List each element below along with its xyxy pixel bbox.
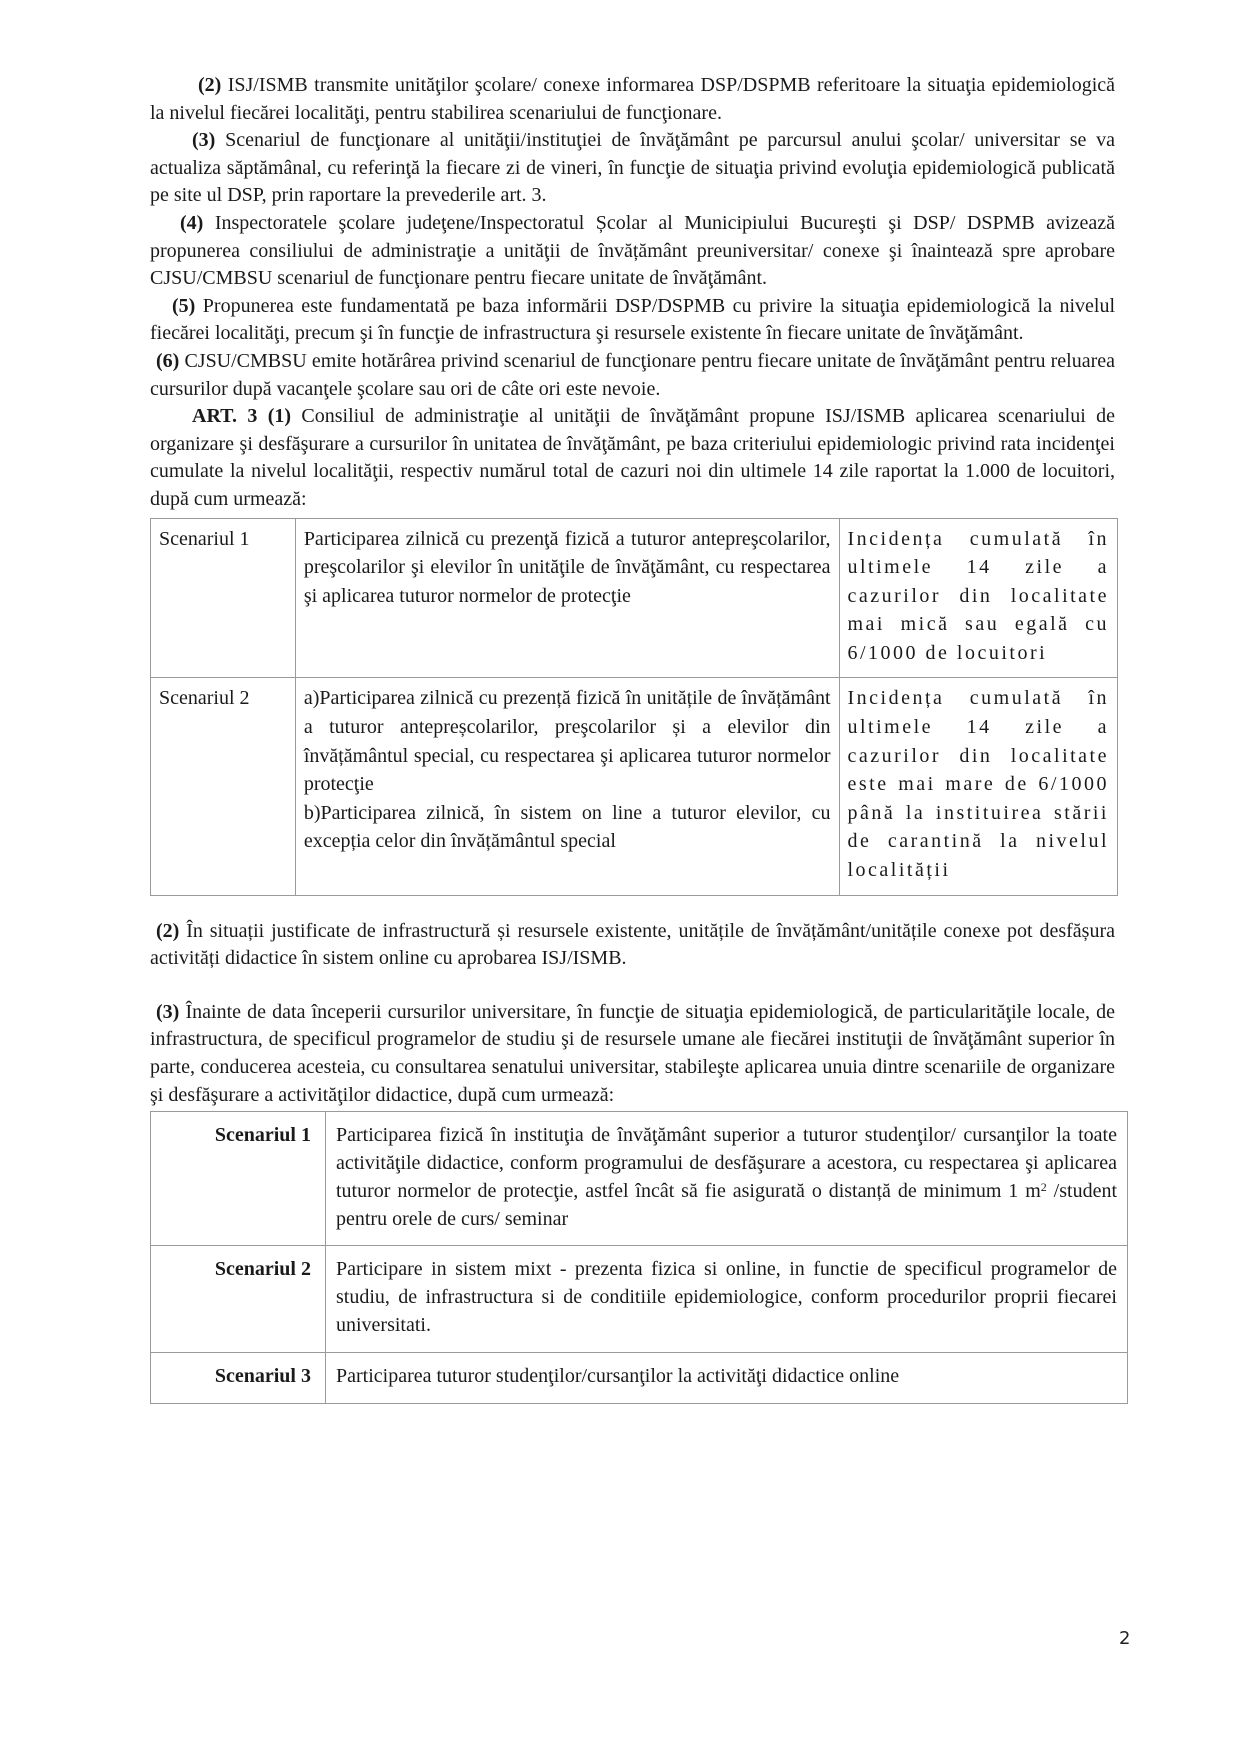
- paragraph-art3-2: [150, 918, 1115, 973]
- scenario-name-cell: Scenariul 2: [151, 1246, 326, 1352]
- paragraph-art2-6: [150, 348, 1115, 403]
- table-row: [151, 518, 1118, 678]
- paragraph-art3-3: [150, 999, 1115, 1109]
- scenario-name-cell: Scenariul 2: [151, 678, 296, 895]
- paragraph-label: (6): [156, 349, 180, 372]
- square-meter-superscript: 2: [1040, 1179, 1047, 1194]
- paragraph-text: CJSU/CMBSU emite hotărârea privind scenariul de funcţionare pentru fiecare unitate de învăţământ pentru reluarea cursurilor după vacanţele şcolare sau ori de câte ori este nevoie.: [150, 349, 1115, 400]
- scenario-description-cell: [295, 678, 839, 895]
- scenario-description-text: Participarea fizică în instituţia de învăţământ superior a tuturor studenţilor/ cursanţilor la toate activităţile didactice, conform programului de desfăşurare a acestora, cu respectarea şi aplicarea tuturor normelor de protecţie, astfel încât să fie asigurată o distanță de minimum 1 m: [336, 1124, 1117, 1202]
- paragraph-label: (5): [172, 294, 196, 317]
- paragraph-label: (2): [156, 919, 180, 942]
- scenario-condition-cell: Incidența cumulată în ultimele 14 zile a cazurilor din localitate este mai mare de 6/1000 până la instituirea stării de carantină la nivelul localității: [839, 678, 1118, 895]
- scenario-description-text: /student pentru orele de curs/ seminar: [336, 1179, 1117, 1230]
- paragraph-text: Scenariul de funcţionare al unităţii/instituţiei de învăţământ pe parcursul anului şcolar/ universitar se va actualiza săptămânal, cu referinţă la fiecare zi de vineri, în funcţie de situaţia privind evoluţia epidemiologică publicată pe site ul DSP, prin raportare la prevederile art. 3.: [150, 129, 1115, 207]
- scenario-condition-cell: Incidența cumulată în ultimele 14 zile a cazurilor din localitate mai mică sau egală cu 6/1000 de locuitori: [839, 518, 1118, 678]
- paragraph-art2-5: [150, 293, 1115, 348]
- table-scenarii-universitar: [150, 1111, 1128, 1403]
- scenario-name-cell: Scenariul 1: [151, 518, 296, 678]
- paragraph-text: Înainte de data începerii cursurilor universitare, în funcţie de situaţia epidemiologică, de particularităţile locale, de infrastructura, de specificul programelor de studiu şi de resursele umane ale fiecărei instituţii de învăţământ superior în parte, conducerea acesteia, cu consultarea senatului universitar, stabileşte aplicarea unuia dintre scenariile de organizare şi desfăşurare a activităţilor didactice, după cum urmează:: [150, 1000, 1115, 1106]
- scenario-option-b: b)Participarea zilnică, în sistem on line a tuturor elevilor, cu excepția celor din învățământul special: [303, 801, 831, 853]
- paragraph-text: În situații justificate de infrastructură și resursele existente, unitățile de învățământ/unitățile conexe pot desfășura activități didactice în sistem online cu aprobarea ISJ/ISMB.: [150, 919, 1115, 970]
- paragraph-text: Consiliul de administraţie al unităţii de învăţământ propune ISJ/ISMB aplicarea scenariului de organizare şi desfăşurare a cursurilor în unitatea de învăţământ, pe baza criteriului epidemiologic privind rata incidenţei cumulate la nivelul localităţii, respectiv numărul total de cazuri noi din ultimele 14 zile raportat la 1.000 de locuitori, după cum urmează:: [150, 405, 1115, 510]
- paragraph-art2-3: [150, 127, 1115, 210]
- paragraph-label: (3): [156, 1000, 180, 1023]
- scenario-description-cell: [326, 1112, 1128, 1246]
- spacer: [150, 973, 1115, 999]
- scenario-description-cell: Participarea tuturor studenţilor/cursanţilor la activităţi didactice online: [326, 1352, 1128, 1403]
- table-scenarii-preuniversitar: [150, 518, 1118, 896]
- page-number: 2: [1119, 1628, 1131, 1649]
- table-row: [151, 1112, 1128, 1246]
- article-label: ART. 3 (1): [192, 405, 292, 428]
- paragraph-label: (4): [180, 211, 204, 234]
- paragraph-label: (2): [198, 74, 222, 96]
- document-page: [150, 72, 1115, 1404]
- table-row: [151, 1352, 1128, 1403]
- paragraph-art2-4: [150, 210, 1115, 293]
- paragraph-art3-1: [150, 403, 1115, 513]
- scenario-description-cell: Participarea zilnică cu prezenţă fizică a tuturor antepreşcolarilor, preşcolarilor şi elevilor în unităţile de învăţământ, cu respectarea şi aplicarea tuturor normelor de protecţie: [295, 518, 839, 678]
- paragraph-text: Inspectoratele şcolare judeţene/Inspectoratul Școlar al Municipiului Bucureşti şi DSP/ DSPMB avizează propunerea consiliului de administraţie a unităţii de învățământ preuniversitar/ conexe şi înaintează spre aprobare CJSU/CMBSU scenariul de funcţionare pentru fiecare unitate de învăţământ.: [150, 211, 1115, 290]
- paragraph-text: Propunerea este fundamentată pe baza informării DSP/DSPMB cu privire la situaţia epidemiologică la nivelul fiecărei localităţi, precum şi în funcţie de infrastructura şi resursele existente în fiecare unitate de învăţământ.: [150, 294, 1115, 345]
- table-row: [151, 678, 1118, 895]
- paragraph-label: (3): [192, 129, 216, 152]
- scenario-name-cell: Scenariul 3: [151, 1352, 326, 1403]
- scenario-description-cell: Participare in sistem mixt - prezenta fizica si online, in functie de specificul programelor de studiu, de infrastructura si de conditiile epidemiologice, conform procedurilor proprii fiecarei universitati.: [326, 1246, 1128, 1352]
- table-row: [151, 1246, 1128, 1352]
- paragraph-text: ISJ/ISMB transmite unităţilor şcolare/ conexe informarea DSP/DSPMB referitoare la situaţia epidemiologică la nivelul fiecărei localităţi, pentru stabilirea scenariului de funcţionare.: [150, 74, 1115, 124]
- scenario-name-cell: Scenariul 1: [151, 1112, 326, 1246]
- paragraph-art2-2: [150, 72, 1115, 127]
- scenario-option-a: a)Participarea zilnică cu prezență fizică în unitățile de învățământ a tuturor antepreșcolarilor, preşcolarilor și a elevilor din învățământul special, cu respectarea şi aplicarea tuturor normelor protecţie: [303, 687, 831, 796]
- spacer: [150, 896, 1115, 918]
